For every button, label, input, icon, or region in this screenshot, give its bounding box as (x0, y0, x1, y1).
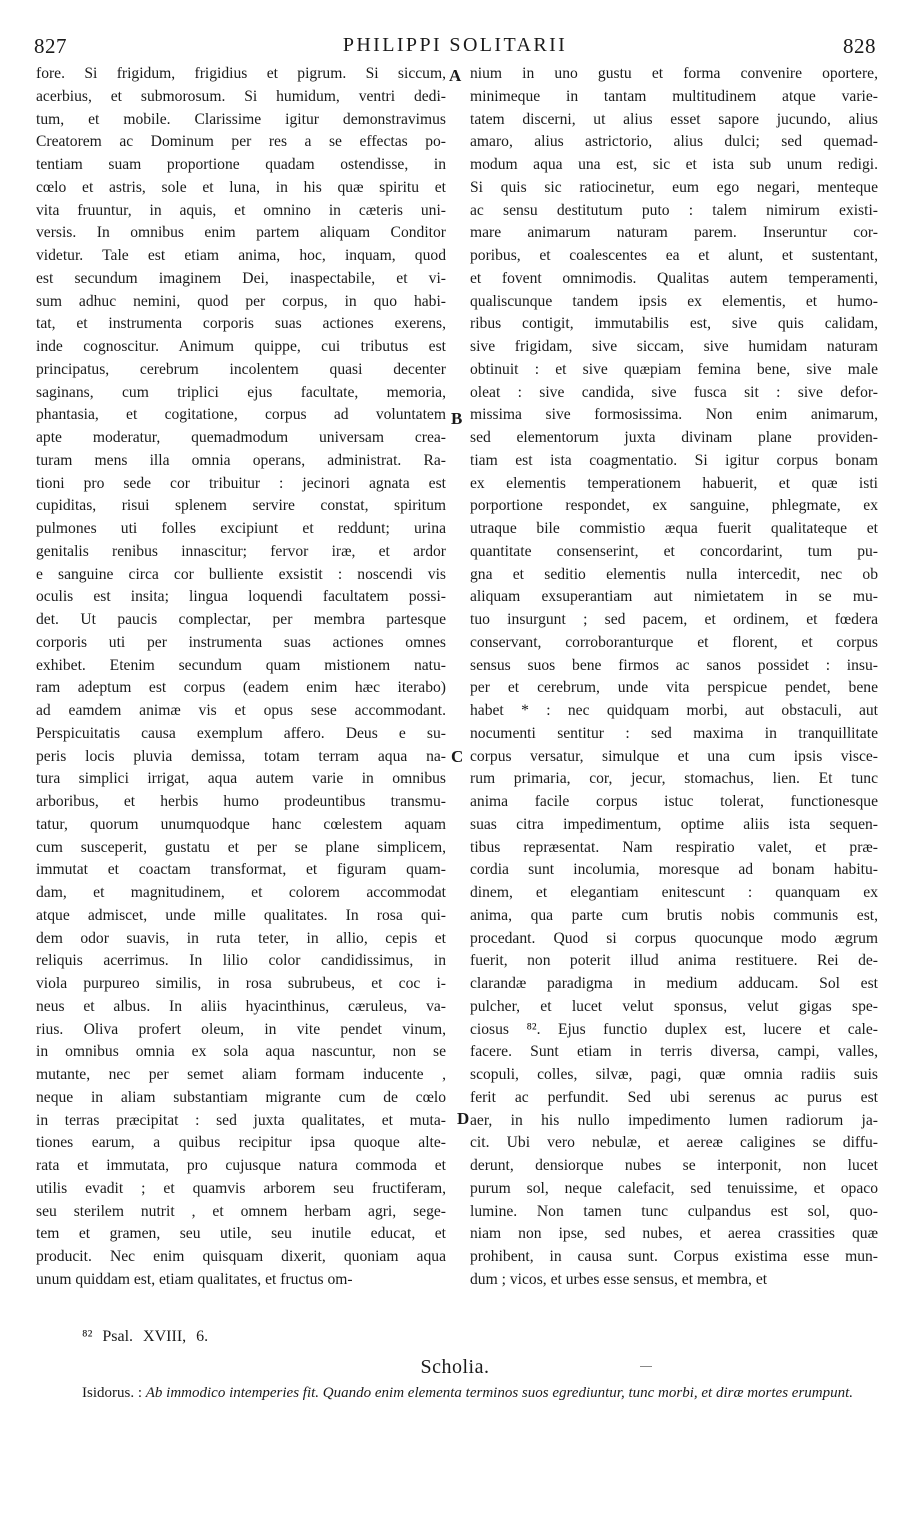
left-column-line: peris locis pluvia demissa, totam terram aqua na- (36, 747, 446, 765)
scholia-text: Ab immodico intemperies fit. Quando enim elementa terminos suos egrediuntur, tunc morbi, et diræ mortes erumpunt. (145, 1385, 854, 1401)
left-column-line: atque admiscet, unde mille qualitates. In rosa qui- (36, 906, 446, 924)
scholia-note (82, 1384, 882, 1402)
right-column-line: anima facile corpus istuc tolerat, functionesque (470, 793, 878, 810)
right-column-line: ribus contigit, immutabilis est, sive quis calidam, (470, 315, 878, 333)
left-column-line: dam, et magnitudinem, et colorem accommodat (36, 884, 446, 901)
right-column-line: niam non ipse, sed nubes, et aerea crassities quæ (470, 1225, 878, 1243)
left-column-line: tum, et mobile. Clarissime igitur demonstravimus (36, 110, 446, 128)
right-column-line: fuerit, non poterit illud anima restituere. Rei de- (470, 952, 878, 970)
left-column-line: tem et gramen, seu utile, seu inutile educat, et (36, 1225, 446, 1243)
right-column-line: pulcher, et lucet velut sponsus, velut gigas spe- (470, 997, 878, 1015)
margin-marker-d: D (457, 1109, 470, 1128)
left-column-line: vita fruuntur, in aquis, et omnino in cæteris uni- (36, 201, 446, 219)
right-column-line: obtinuit : et sive quæpiam femina bene, sive male (470, 360, 878, 378)
left-column-line: cupiditas, risui splenem servire constat, spiritum (36, 497, 446, 515)
left-column-line: Perspicuitatis causa exemplum affero. Deus e su- (36, 724, 446, 742)
left-column-line: viola purpureo similis, in rosa subrubeus, et coc i- (36, 975, 446, 992)
left-column-line: tioni pro sede cor tribuitur : jecinori agnata est (36, 474, 446, 492)
left-column-line: arboribus, et herbis humo prodeuntibus transmu- (36, 793, 446, 810)
right-column-line: ciosus ⁸². Ejus functio duplex est, lucere et cale- (470, 1020, 878, 1038)
right-column-line: aer, in his nullo impedimento lumen radiorum ja- (470, 1111, 878, 1129)
left-column-line: acerbius, et submorosum. Si humidum, ventri dedi- (36, 87, 446, 105)
right-column-line: cordia sunt incolumia, moresque ad bonam habitu- (470, 861, 878, 879)
left-column-line: tatur, quorum unumquodque hanc cœlestem aquam (36, 815, 446, 833)
right-column-line: dum ; vicos, et urbes esse sensus, et membra, et (470, 1270, 768, 1288)
right-column-line: oleat : sive candida, sive fusca sit : sive defor- (470, 383, 878, 401)
left-column-line: genitalis renibus innascitur; fervor iræ, et ardor (36, 542, 446, 560)
right-column-line: clarandæ paradigma in medium adducam. Sol est (470, 975, 878, 992)
left-column-line: ad eamdem animæ vis et opus sese accommodant. (36, 702, 446, 719)
right-column-line: poribus, et coalescentes ea et alunt, et sustentant, (470, 247, 878, 264)
left-column-line: in terras præcipitat : sed juxta qualitates, et muta- (36, 1111, 446, 1129)
right-column-line: et fovent omnimodis. Qualitas autem temperamenti, (470, 269, 878, 287)
right-column-line: tuo insurgunt ; sed pacem, et ordinem, et fœdera (470, 611, 878, 628)
left-column-line: principatus, cerebrum incolentem quasi decenter (36, 360, 446, 378)
scholia-title: Scholia. (420, 1356, 490, 1378)
left-column-line: exhibet. Etenim secundum quam mistionem natu- (36, 656, 446, 674)
right-column-line: lumine. Non tamen tunc culpandus est sol, quo- (470, 1202, 878, 1220)
right-column-line: minimeque in tantam multitudinem atque varie- (470, 87, 878, 105)
margin-marker-b: B (451, 409, 463, 428)
right-column-line: conservant, corroboranturque et florent, et corpus (470, 633, 878, 651)
right-column-line: utraque bile commistio æqua fuerit qualitateque et (470, 520, 878, 537)
right-column-line: aliquam exsuperantiam aut nimietatem in se mu- (470, 588, 878, 606)
left-column-line: turam mens illa omnia operans, administrat. Ra- (36, 451, 446, 469)
left-column-line: mutante, nec per semet aliam formam inducente , (36, 1066, 446, 1083)
right-column-line: gna et seditio elementis nulla intercedit, nec ob (470, 565, 878, 583)
left-column-line: tat, et instrumenta corporis suas actiones exerens, (36, 315, 446, 333)
right-column-line: porportione respondet, ex sanguine, phlegmate, ex (470, 497, 878, 515)
right-column-line: prohibent, in causa sunt. Corpus existima esse mun- (470, 1248, 878, 1265)
right-column-line: sed elementorum juxta divinam plane providen- (470, 429, 878, 446)
left-column-line: seu sterilem nutrit , et omnem herbam agri, sege- (36, 1202, 446, 1220)
right-column-line: tibus repræsentat. Nam respiratio valet, et præ- (470, 838, 878, 856)
left-column-line: neque in aliam substantiam migrante cum de cœlo (36, 1088, 446, 1106)
right-column-line: amaro, alius astrictorio, alius dulci; sed quemad- (470, 133, 878, 151)
right-column-line: rum primaria, cor, jecur, stomachus, lien. Et tunc (470, 770, 878, 788)
right-column-line: qualiscunque tandem ipsis ex elementis, et humo- (470, 292, 878, 310)
running-title: PHILIPPI SOLITARII (342, 34, 568, 56)
left-column-line: Creatorem ac Dominum per res a se effectas po- (36, 133, 446, 151)
left-column-line: tiones earum, a quibus recipitur ipsa quoque alte- (36, 1134, 446, 1152)
right-column-line: corpus versatur, simulque et una cum ipsis visce- (470, 747, 878, 765)
left-column-line: rius. Oliva profert oleum, in vite pendet vinum, (36, 1020, 446, 1038)
right-column-line: mare animarum naturam parem. Inseruntur cor- (470, 224, 878, 242)
right-column-line: tatem discerni, ut alius esset sapore jucundo, alius (470, 110, 878, 128)
left-column-line: neus et albus. In aliis hyacinthinus, cæruleus, va- (36, 997, 446, 1015)
left-column-line: saginans, cum triplici ejus facultate, memoria, (36, 383, 446, 401)
right-column-line: nium in uno gustu et forma convenire oportere, (470, 65, 878, 82)
right-column-line: missima sive formosissima. Non enim animarum, (470, 406, 878, 424)
right-column-line: ac sensu destitutum puto : talem nimirum existi- (470, 201, 878, 219)
right-column-line: derunt, densiorque nubes se interponit, non lucet (470, 1157, 878, 1174)
right-column-line: sensus suos bene firmos ac sanos possidet : insu- (470, 656, 878, 674)
left-column-line: oculis est insita; lingua loquendi facultatem possi- (36, 588, 446, 606)
right-column-line: Si quis sic ratiocinetur, eum ego negari, menteque (470, 178, 878, 196)
right-column-line: suas citra impedimentum, optime aliis ista sequen- (470, 815, 878, 833)
right-column-line: ferit ac perfundit. Sed ubi serenus ac purus est (470, 1088, 878, 1106)
left-column-line: det. Ut paucis complectar, per membra partesque (36, 611, 446, 628)
right-column-line: nocumenti sentitur : sed maxima in tranquillitate (470, 724, 878, 742)
page-header (34, 34, 876, 64)
footnote: ⁸² Psal. XVIII, 6. (82, 1328, 209, 1345)
left-column-line: versis. In omnibus enim partem aliquam Conditor (36, 224, 446, 242)
left-column-line: cum susceperit, gustatu et per se plane simplicem, (36, 838, 446, 856)
right-column-line: purum sol, neque calefacit, sed tenuissime, et opaco (470, 1179, 878, 1197)
right-column-line: facere. Sunt etiam in terris diversa, campi, valles, (470, 1043, 878, 1061)
right-page-number: 828 (843, 34, 876, 58)
left-column-line: cœlo et astris, sole et luna, in his quæ spiritu et (36, 178, 446, 196)
left-column-line: tentiam suam proportione quadam ostendisse, in (36, 156, 446, 173)
divider-mark (640, 1366, 652, 1367)
left-column-line: ram adeptum est corpus (eadem enim hæc iterabo) (36, 679, 446, 697)
left-column-line: immutat et coactam transformat, et figuram quam- (36, 861, 446, 879)
right-column-line: scopuli, colles, silvæ, pagi, quæ omnia radiis suis (470, 1066, 878, 1083)
left-text-column (36, 63, 446, 1292)
right-column-line: tiam est ista coagmentatio. Si igitur corpus bonam (470, 451, 878, 469)
right-column-line: sive frigidam, sive siccam, sive humidam naturam (470, 338, 878, 355)
left-column-line: dem odor suavis, in ruta teter, in allio, cepis et (36, 929, 446, 947)
left-column-line: rata et immutata, pro cujusque natura commoda et (36, 1157, 446, 1174)
left-column-line: apte moderatur, quemadmodum universam crea- (36, 429, 446, 446)
right-column-line: procedant. Quod si corpus quocunque modo ægrum (470, 929, 878, 947)
left-column-line: inde cognoscitur. Animum quippe, cui tributus est (36, 338, 446, 355)
left-column-line: utilis evadit ; et quamvis arborem seu fructiferam, (36, 1179, 446, 1197)
right-column-line: habet * : nec quidquam morbi, aut obstaculi, aut (470, 702, 878, 719)
left-column-line: est secundum imaginem Dei, inaspectabile, et vi- (36, 269, 446, 287)
left-column-line: sum adhuc nemini, quod per corpus, in quo habi- (36, 292, 446, 310)
margin-marker-a: A (449, 66, 462, 85)
right-column-line: anima, qua parte cum brutis nobis communis est, (470, 906, 878, 924)
right-column-line: per et cerebrum, unde vita perspicue pendet, bene (470, 679, 878, 697)
left-column-line: producit. Nec enim quisquam dixerit, quoniam aqua (36, 1248, 446, 1265)
left-column-line: in omnibus omnia ex sola aqua nascuntur, non se (36, 1043, 446, 1061)
right-column-line: cit. Ubi vero nebulæ, et aereæ caligines se diffu- (470, 1134, 878, 1152)
right-column-line: ex elementis temperationem habuerit, et quæ isti (470, 474, 878, 492)
right-column-line: quantitate consenserint, et concordarint, tum pu- (470, 542, 878, 560)
scholia-author: Isidorus. : (82, 1385, 142, 1401)
left-column-line: reliquis acerrimus. In lilio color candidissimus, in (36, 952, 446, 970)
left-column-line: pulmones uti folles excipiunt et reddunt; urina (36, 520, 446, 537)
left-page-number: 827 (34, 34, 67, 58)
right-text-column (470, 63, 878, 1292)
right-column-line: dinem, et elegantiam enitescunt : quanquam ex (470, 884, 878, 901)
left-column-line: fore. Si frigidum, frigidius et pigrum. Si siccum, (36, 65, 446, 82)
margin-marker-c: C (451, 747, 464, 766)
right-column-line: modum aqua una est, sic et ista sub unum redigi. (470, 156, 878, 173)
left-column-line: e sanguine circa cor bulliente exsistit : noscendi vis (36, 565, 446, 583)
left-column-line: phantasia, et cogitatione, corpus ad voluntatem (36, 406, 446, 424)
left-column-line: corporis uti per instrumenta suas actiones omnes (36, 633, 446, 651)
left-column-line: tura simplici irrigat, aqua autem varie in omnibus (36, 770, 446, 788)
left-column-line: videtur. Tale est etiam anima, hoc, inquam, quod (36, 247, 446, 264)
left-column-line: unum quiddam est, etiam qualitates, et fructus om- (36, 1270, 353, 1288)
